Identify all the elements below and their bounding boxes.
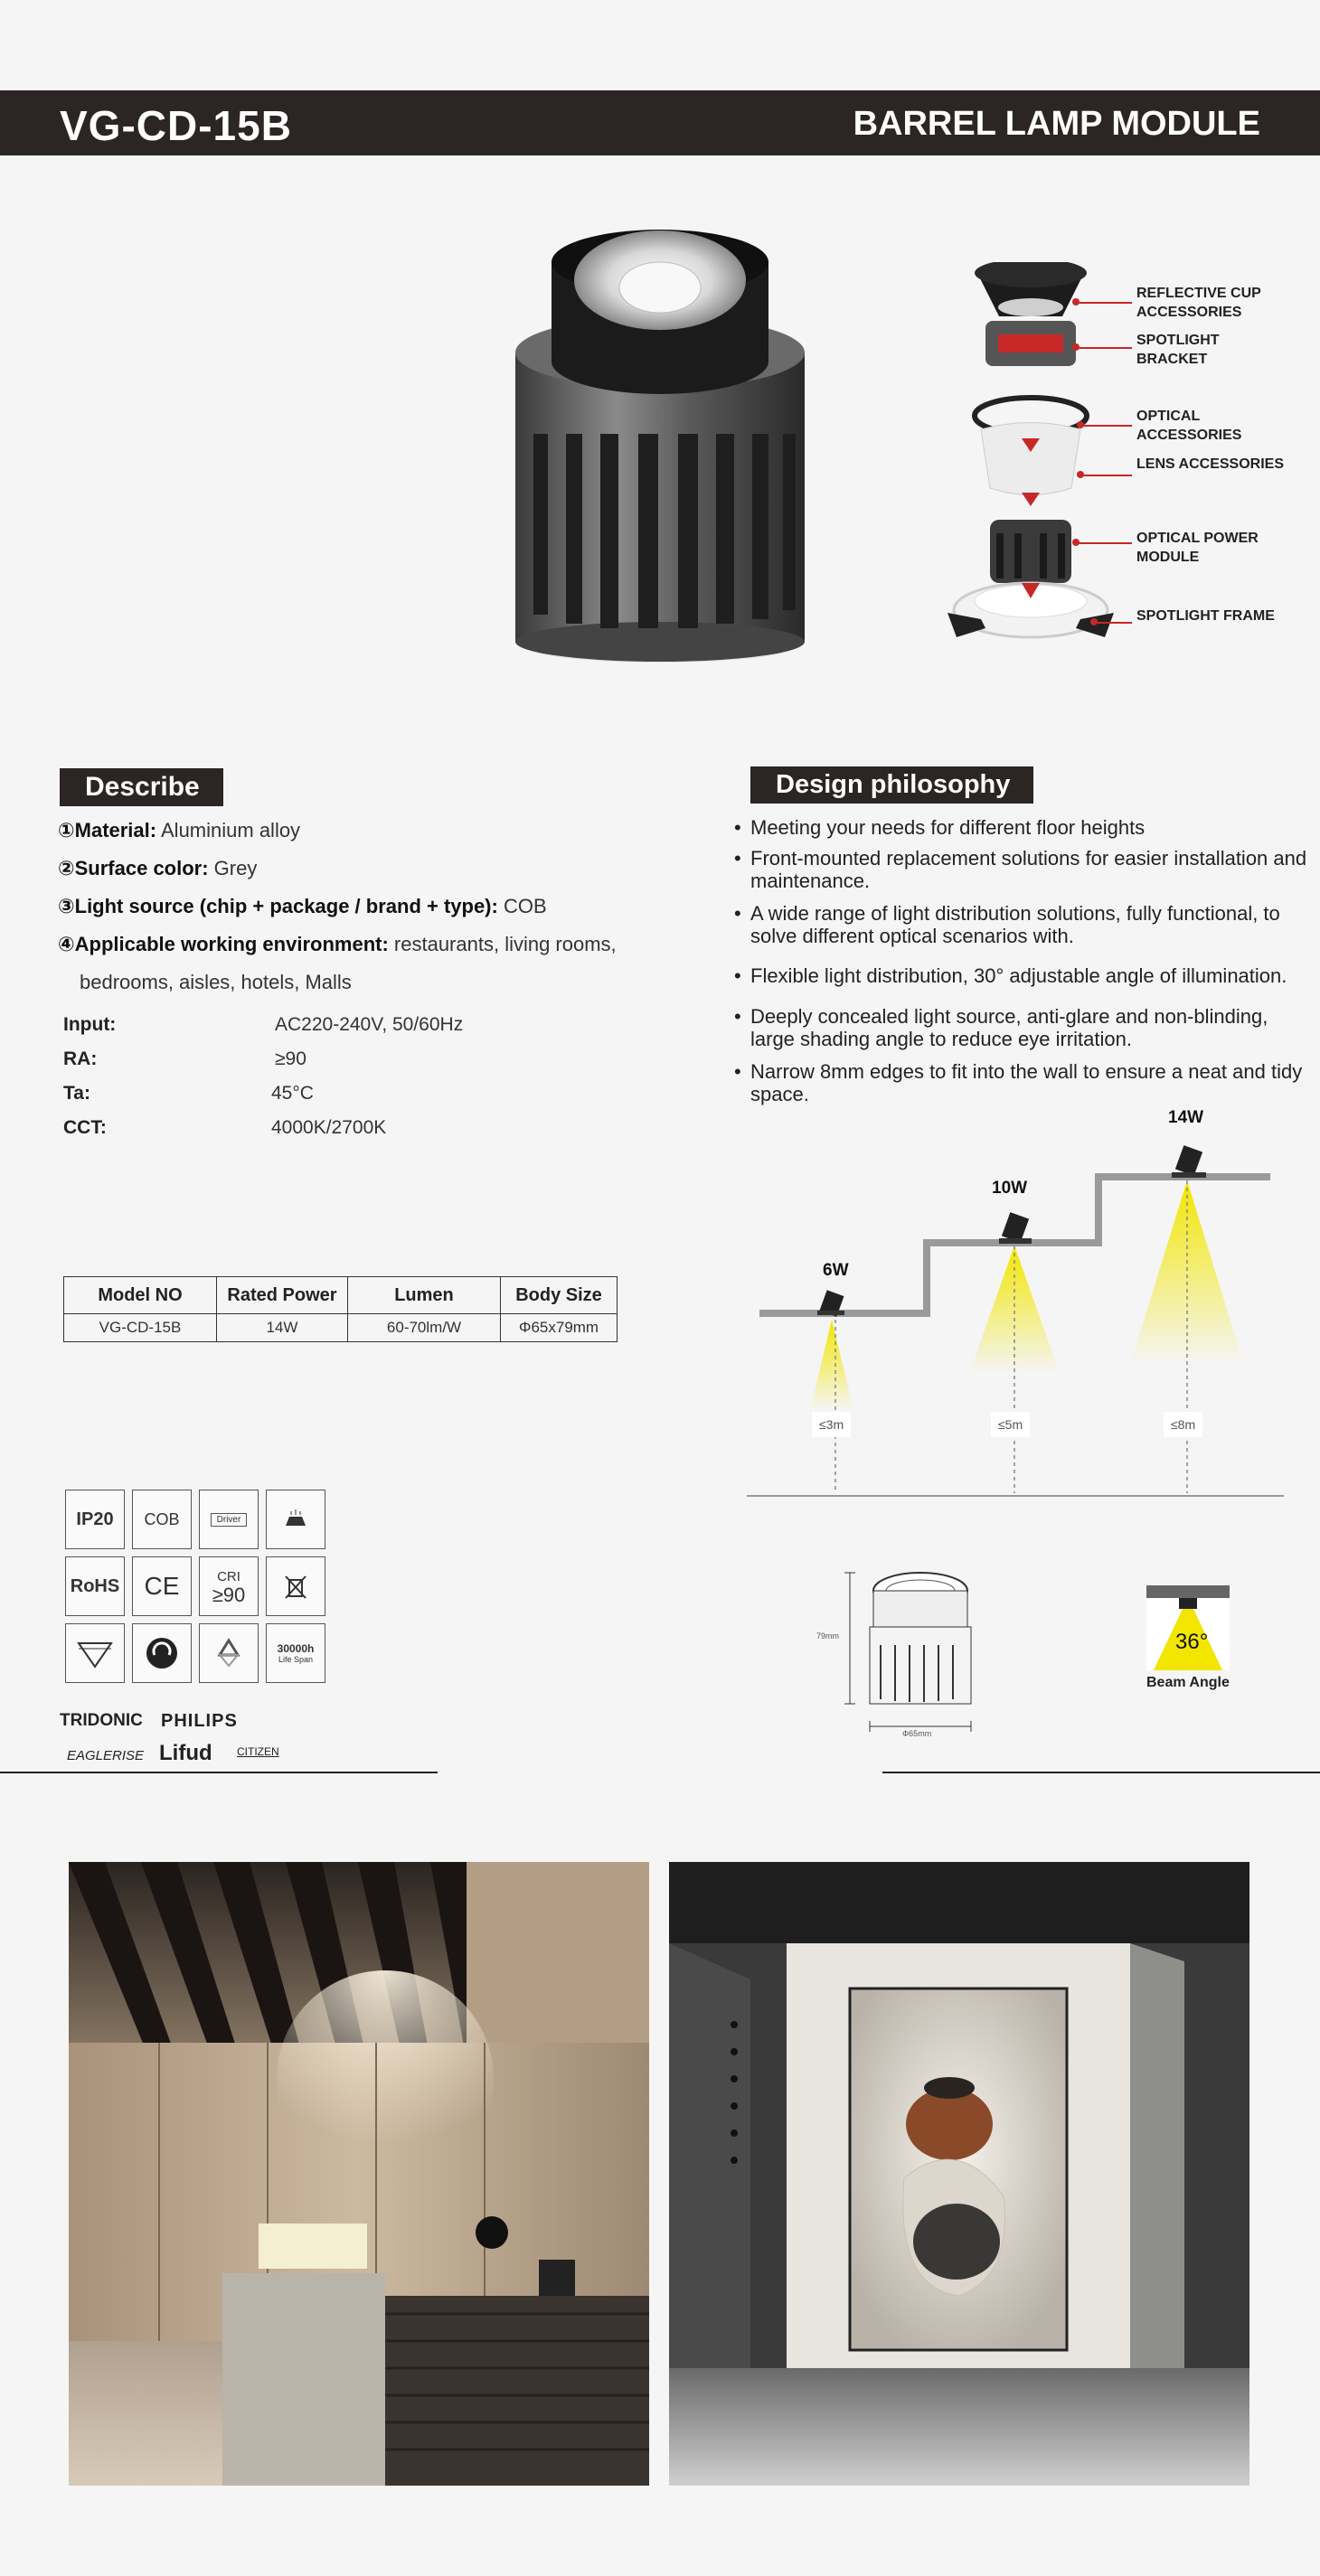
design-item: • Narrow 8mm edges to fit into the wall to ensure a neat and tidy space. (734, 1060, 1311, 1105)
leader-line (1076, 347, 1132, 349)
power-label-6w: 6W (823, 1261, 849, 1280)
dimension-height-label: 79mm (816, 1631, 840, 1641)
label-optical-accessories: OPTICAL ACCESSORIES (1136, 409, 1242, 443)
label-spotlight-bracket: SPOTLIGHT BRACKET (1136, 333, 1220, 367)
recycle-icon (199, 1623, 259, 1683)
label-reflective-cup: REFLECTIVE CUP ACCESSORIES (1136, 286, 1261, 320)
leader-dot (1072, 343, 1080, 351)
beam-angle-icon (1146, 1585, 1230, 1670)
design-item: • Deeply concealed light source, anti-glare and non-blinding, large shading angle to reduce eye irritation. (734, 1005, 1311, 1050)
gallery-photo (669, 1862, 1249, 2486)
driver-icon: Driver (199, 1490, 259, 1549)
table-header: Model NO (64, 1277, 217, 1314)
ip20-icon: IP20 (65, 1490, 125, 1549)
model-number: VG-CD-15B (60, 102, 292, 149)
table-header: Rated Power (217, 1277, 348, 1314)
leader-line (1076, 542, 1132, 544)
header-bar (0, 90, 1320, 155)
beam-angle-label: Beam Angle (1146, 1675, 1230, 1690)
describe-material: ①Material: Aluminium alloy (58, 819, 301, 841)
divider-right (882, 1772, 1320, 1773)
leader-line (1080, 475, 1132, 476)
table-cell: VG-CD-15B (64, 1314, 217, 1342)
leader-dot (1072, 298, 1080, 306)
brand-philips: PHILIPS (161, 1711, 238, 1731)
power-label-10w: 10W (992, 1179, 1028, 1198)
label-lens-accessories: LENS ACCESSORIES (1136, 456, 1284, 472)
spec-table (63, 1276, 618, 1342)
brand-lifud: Lifud (159, 1741, 212, 1765)
brand-tridonic: TRIDONIC (60, 1711, 143, 1730)
product-title: BARREL LAMP MODULE (853, 105, 1260, 143)
downlight-icon (266, 1490, 325, 1549)
leader-line (1076, 302, 1132, 304)
beam-angle-value: 36° (1175, 1630, 1209, 1654)
floor-height-diagram (741, 1121, 1284, 1500)
describe-environment: ④Applicable working environment: restaurants, living rooms, (58, 933, 617, 955)
table-header-row (64, 1277, 618, 1314)
distance-label-8m: ≤8m (1164, 1412, 1202, 1437)
dimension-drawing (814, 1564, 995, 1744)
label-optical-power-module: OPTICAL POWER MODULE (1136, 531, 1259, 565)
power-label-14w: 14W (1168, 1108, 1204, 1127)
lifespan-icon: 30000h Life Span (266, 1623, 325, 1683)
design-item: • Meeting your needs for different floor heights (734, 816, 1311, 839)
describe-environment-continued: bedrooms, aisles, hotels, Malls (80, 971, 352, 993)
ce-icon: CE (132, 1556, 192, 1616)
design-item: • A wide range of light distribution solutions, fully functional, to solve different optical scenarios with. (734, 902, 1311, 947)
table-header: Lumen (348, 1277, 501, 1314)
cob-icon: COB (132, 1490, 192, 1549)
product-image (506, 226, 814, 669)
leader-dot (1090, 618, 1098, 625)
leader-dot (1077, 421, 1084, 428)
leader-dot (1077, 471, 1084, 478)
design-item: • Front-mounted replacement solutions for easier installation and maintenance. (734, 847, 1311, 892)
brand-eaglerise: EAGLERISE (67, 1748, 145, 1763)
divider-left (0, 1772, 438, 1773)
table-header: Body Size (501, 1277, 618, 1314)
weee-bin-icon (266, 1556, 325, 1616)
cri-icon: CRI ≥90 (199, 1556, 259, 1616)
rohs-icon: RoHS (65, 1556, 125, 1616)
describe-heading: Describe (60, 768, 223, 806)
describe-surface-color: ②Surface color: Grey (58, 857, 258, 879)
table-row (64, 1314, 618, 1342)
leader-dot (1072, 539, 1080, 546)
table-cell: Φ65x79mm (501, 1314, 618, 1342)
exploded-view-image (940, 262, 1121, 660)
describe-light-source: ③Light source (chip + package / brand + type): COB (58, 895, 547, 917)
dimension-diameter-label: Φ65mm (902, 1729, 932, 1738)
table-cell: 60-70lm/W (348, 1314, 501, 1342)
energy-cycle-icon (132, 1623, 192, 1683)
distance-label-5m: ≤5m (991, 1412, 1030, 1437)
brand-citizen: CITIZEN (237, 1745, 279, 1758)
label-spotlight-frame: SPOTLIGHT FRAME (1136, 608, 1275, 624)
leader-line (1094, 622, 1132, 624)
design-heading: Design philosophy (750, 766, 1033, 804)
diamond-f-icon (65, 1623, 125, 1683)
design-item: • Flexible light distribution, 30° adjustable angle of illumination. (734, 964, 1311, 987)
reception-photo (69, 1862, 649, 2486)
distance-label-3m: ≤3m (812, 1412, 851, 1437)
leader-line (1080, 425, 1132, 427)
table-cell: 14W (217, 1314, 348, 1342)
